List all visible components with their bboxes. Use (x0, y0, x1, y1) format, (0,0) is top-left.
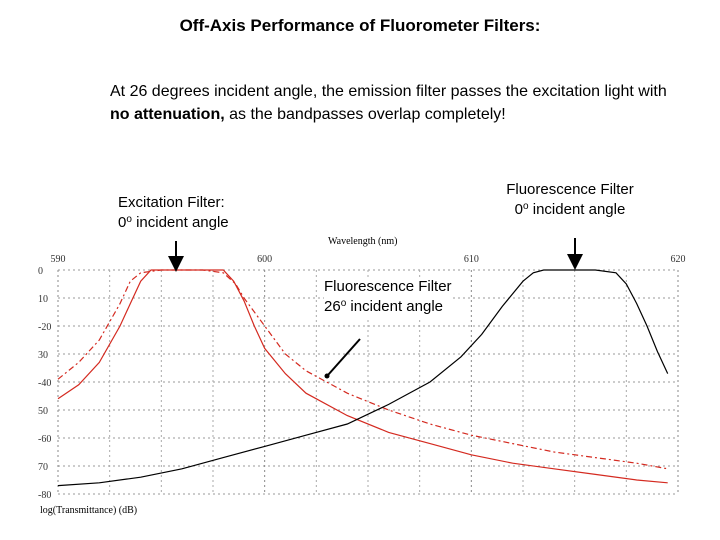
y-tick-label: 30 (38, 350, 48, 361)
angle-text: incident angle (346, 298, 443, 315)
y-tick-label: -20 (38, 322, 52, 333)
annotation-fluorescence-26-title: Fluorescence Filter (324, 278, 452, 295)
angle-text: incident angle (131, 214, 229, 231)
annotation-fluorescence-0-title: Fluorescence Filter (506, 181, 634, 198)
annotation-fluorescence-0 (480, 180, 660, 222)
arrow-fluorescence-26-tip (325, 374, 330, 379)
annotation-excitation-angle (118, 213, 229, 235)
y-tick-label: -60 (38, 434, 52, 445)
intro-text-part: At 26 degrees incident angle, the emission filter passes the excitation light with (110, 83, 667, 100)
x-tick-label: 600 (257, 254, 273, 265)
annotation-fluorescence-0-angle (480, 200, 660, 222)
x-axis-label: Wavelength (nm) (328, 236, 398, 247)
y-tick-label: 50 (38, 406, 48, 417)
intro-text-part: as the bandpasses overlap completely! (224, 106, 506, 123)
angle-value: 0 (514, 201, 524, 218)
annotation-fluorescence-26-angle (324, 297, 452, 319)
degree-symbol: o (126, 214, 132, 225)
y-tick-label: -80 (38, 490, 52, 501)
angle-text: incident angle (528, 201, 626, 218)
degree-symbol: o (340, 298, 347, 309)
annotation-fluorescence-26 (324, 277, 452, 319)
angle-value: 26 (324, 298, 341, 315)
x-tick-label: 590 (50, 254, 66, 265)
x-tick-label: 620 (670, 254, 686, 265)
annotation-excitation (118, 193, 229, 235)
x-tick-label: 610 (463, 254, 479, 265)
slide-title: Off-Axis Performance of Fluorometer Filters: (179, 16, 541, 35)
y-tick-label: 0 (38, 266, 43, 277)
degree-symbol: o (523, 201, 529, 212)
y-tick-label: 70 (38, 462, 48, 473)
y-tick-label: 10 (38, 294, 48, 305)
y-axis-label: log(Transmittance) (dB) (40, 505, 138, 516)
y-tick-label: -40 (38, 378, 52, 389)
annotation-excitation-title: Excitation Filter: (118, 194, 225, 211)
angle-value: 0 (118, 214, 127, 231)
intro-emphasis: no attenuation, (110, 106, 225, 123)
arrow-fluorescence-26 (328, 339, 360, 375)
